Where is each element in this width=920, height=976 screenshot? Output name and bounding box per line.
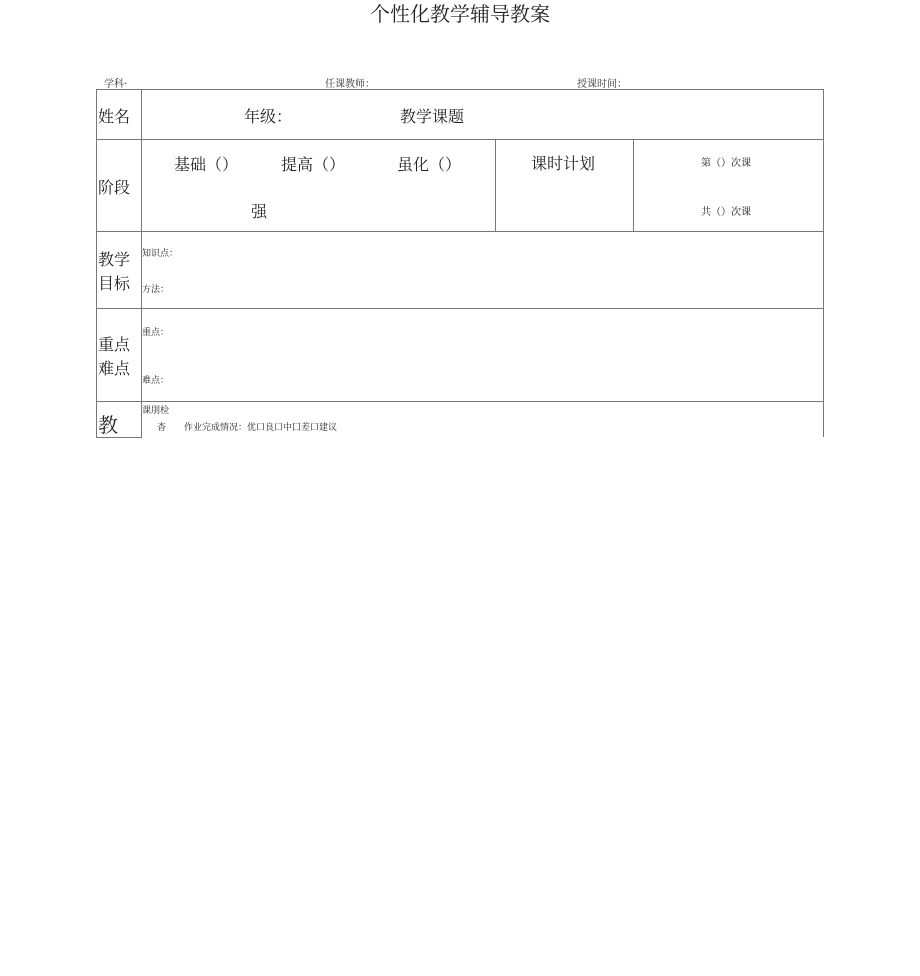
- page-title: 个性化教学辅导教案: [370, 2, 550, 26]
- row-divider: [96, 308, 824, 309]
- keypoints-label-line2: 难点: [98, 359, 131, 378]
- teach-label: 教: [98, 413, 118, 437]
- stage-option-improve: 提高（）: [281, 155, 346, 174]
- stage-option-basic: 基础（）: [174, 155, 239, 174]
- time-label: 授课时间：: [577, 79, 627, 90]
- goals-label-line2: 目标: [98, 274, 131, 293]
- precheck-label-wrap: 杳: [157, 423, 167, 433]
- lesson-plan-table: [96, 89, 824, 437]
- stage-option-strengthen-wrap: 强: [251, 202, 268, 221]
- homework-status: 作业完成情况：优口良口中囗差口建议: [184, 423, 338, 433]
- name-label: 姓名: [98, 107, 131, 126]
- stage-option-strengthen: 虽化（）: [397, 155, 462, 174]
- stage-column-divider: [495, 139, 496, 231]
- goals-label-line1: 教学: [98, 250, 131, 269]
- table-right-border: [823, 89, 824, 437]
- row-divider: [96, 401, 824, 402]
- key-point-label: 重点：: [142, 328, 170, 338]
- table-top-border: [96, 89, 824, 90]
- teacher-label: 任课教师：: [325, 79, 375, 90]
- subject-label: 学科·: [104, 79, 128, 90]
- method-label: 方法：: [142, 285, 170, 295]
- precheck-label: 课刖检: [142, 406, 170, 416]
- grade-label: 年级：: [244, 107, 293, 126]
- row-divider: [96, 139, 824, 140]
- keypoints-label-line1: 重点: [98, 335, 131, 354]
- knowledge-label: 知识点：: [142, 249, 179, 259]
- difficulty-label: 难点：: [142, 376, 170, 386]
- row-divider: [96, 231, 824, 232]
- plan-label: 课时计划: [531, 154, 596, 173]
- plan-column-divider: [633, 139, 634, 231]
- stage-label: 阶段: [98, 178, 131, 197]
- topic-label: 教学课题: [400, 107, 465, 126]
- lesson-nth: 第（）次课: [701, 158, 751, 169]
- table-left-border: [96, 89, 97, 437]
- lesson-total: 共（）次课: [701, 207, 751, 218]
